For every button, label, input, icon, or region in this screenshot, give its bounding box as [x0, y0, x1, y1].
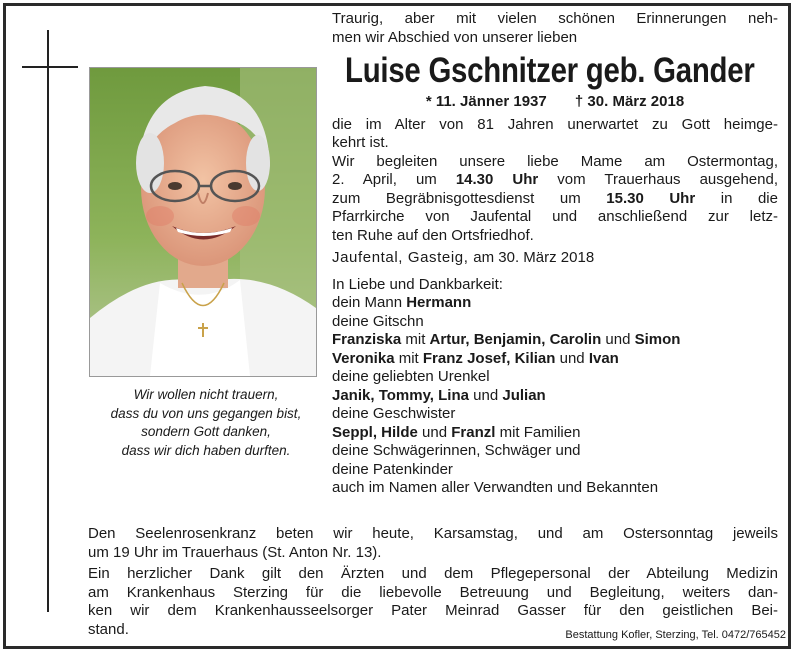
- thanks-line: Ein herzlicher Dank gilt den Ärzten und dem Pflegepersonal der Abteilung Medizin: [88, 565, 778, 582]
- funeral-line: Wir begleiten unsere liebe Mame am Ostermontag,: [332, 152, 778, 170]
- rosary-line: Den Seelenrosenkranz beten wir heute, Karsamstag, und am Ostersonntag jeweils: [88, 525, 778, 542]
- poem-line: sondern Gott danken,: [141, 424, 271, 439]
- main-text: [332, 10, 778, 498]
- thanks-line: ken wir dem Krankenhausseelsorger Pater Meinrad Gasser für den geistlichen Bei-: [88, 602, 778, 619]
- cross-icon-bar: [22, 66, 78, 68]
- family-list: In Liebe und Dankbarkeit: dein Mann Hermann deine Gitschn Franziska mit Artur, Benjamin, Carolin und Simon Veronika mit Franz Josef, Kilian und Ivan deine geliebten Urenkel Janik, Tommy, Lina und Julian deine Geschwister Seppl, Hilde und Franzl mit Familien deine Schwägerinnen, Schwäger und deine Patenkinder auch im Namen aller Verwandten und Bekannten: [332, 275, 681, 496]
- poem: [92, 386, 320, 460]
- announcement-line: kehrt ist.: [332, 134, 389, 151]
- cross-icon: [47, 30, 49, 612]
- intro-line: men wir Abschied von unserer lieben: [332, 28, 578, 46]
- poem-line: dass wir dich haben durften.: [121, 442, 291, 458]
- funeral-line: 2. April, um 14.30 Uhr vom Trauerhaus ausgehend,: [332, 171, 778, 188]
- thanks-line: stand.: [88, 620, 129, 638]
- intro-line: Traurig, aber mit vielen schönen Erinnerungen neh-: [332, 10, 778, 27]
- funeral-line: zum Begräbnisgottesdienst um 15.30 Uhr in die: [332, 189, 778, 207]
- funeral-line: Pfarrkirche von Jaufental und anschließend zur letz-: [332, 208, 778, 225]
- portrait-photo: [89, 67, 317, 377]
- poem-line: Wir wollen nicht trauern,: [133, 387, 279, 402]
- thanks-line: am Krankenhaus Sterzing für die liebevolle Betreuung und Begleitung, weiters dan-: [88, 583, 778, 601]
- birth-date: * 11. Jänner 1937: [425, 93, 547, 110]
- life-dates: [332, 93, 778, 112]
- poem-line: dass du von uns gegangen bist,: [110, 405, 302, 421]
- funeral-home-footer: Bestattung Kofler, Sterzing, Tel. 0472/765452: [565, 629, 786, 641]
- place-date: Jaufental, Gasteig, am 30. März 2018: [332, 249, 595, 266]
- death-date: † 30. März 2018: [574, 93, 685, 110]
- bottom-text: [88, 525, 778, 639]
- funeral-line: ten Ruhe auf den Ortsfriedhof.: [332, 226, 534, 244]
- deceased-name: Luise Gschnitzer geb. Gander: [345, 51, 755, 90]
- announcement-line: die im Alter von 81 Jahren unerwartet zu Gott heimge-: [332, 115, 778, 133]
- rosary-line: um 19 Uhr im Trauerhaus (St. Anton Nr. 13).: [88, 543, 382, 561]
